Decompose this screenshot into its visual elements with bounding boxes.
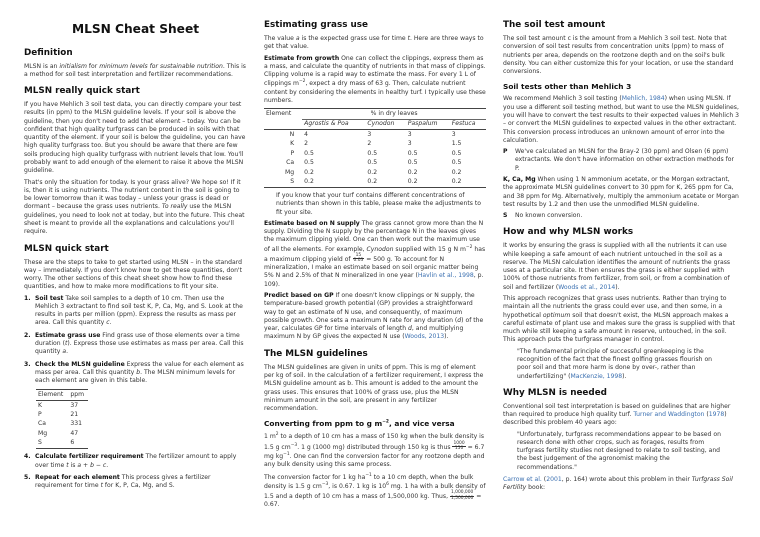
citation-link[interactable]: MacKenzie, 1998 [570,372,623,380]
fraction: $\frac{1,000,000}{1,500,000}$ [450,490,474,501]
step-calculate-fertilizer: 4. Calculate fertilizer requirement The fertilizer amount to apply over time t is a + b − c. [24,453,237,469]
really-quick-start-p2: That's only the situation for today. Is your grass alive? We hope so! If it is, then it is using nutrients. The nutrient content in the soil is going to be lower tomorrow than it was today – unless your grass is dead or dormant – because the grass uses nutrients. To really use the MLSN guidelines, you need to look not at today, but into the future. This cheat sheet is meant to provide all the explanations and calculations you'll require. [24,178,245,236]
why-needed-heading: Why MLSN is needed [503,387,607,398]
citation-link[interactable]: Carrow et al. [503,476,542,484]
predict-gp: Predict based on GP If one doesn't know clippings or N supply, the temperature-based growth potential (GP) provides a straightforward way to get an estimate of N use, and consequently, of maximum possible growth. One sets a maximum N rate for any duration (d) of the year, calculates GP for time intervals of length d, and multiplying maximum N by GP gives the expected N use (Woods, 2013). [264,292,484,341]
grass-use-heading: Estimating grass use [264,20,368,30]
table-header: Festuca [451,120,476,128]
citation-link[interactable]: Woods et al., 2014 [558,283,616,291]
table-header: Cynodon [367,120,395,128]
table-adjust-note: If you know that your turf contains different concentrations of nutrients than shown in this table, please make the adjustments to fit your site. [276,191,482,216]
how-works-p2: This approach recognizes that grass uses nutrients. Rather than trying to maintain all the nutrients the grass could ever use, and then some, in a hypothetical optimum soil that doesn't exist, the MLSN approach makes a careful estimate of plant use and makes sure the grass is supplied with that much while still keeping a safe amount in reserve, untouched, in the soil. This approach puts the turfgrass manager in control. [503,295,736,344]
citation-link[interactable]: 2001 [546,476,562,484]
how-works-p1: It works by ensuring the grass is supplied with all the nutrients it can use while keeping a safe amount of each nutrient untouched in the soil as a reserve. The MLSN calculation identifies the amount of nutrients the grass uses at a particular site. It then ensures the grass is either supplied with 100% of those nutrients from fertilizer, from soil, or from a combination of soil and fertilizer (Woods et al., 2014). [503,242,731,291]
fraction: $\frac{15}{0.03}$ [353,252,364,264]
quick-start-intro: These are the steps to take to get started using MLSN – in the standard way – immediately. If you don't know how to get these quantities, don't worry. The other sections of this cheat sheet show how to find these quantities, and how to make more modifications to fit your site. [24,258,242,291]
mlsn-guideline-table [36,389,88,449]
table-row: K 37 [38,401,79,409]
quick-start-steps [24,295,247,491]
step-check-guideline: 3. Check the MLSN guideline Express the value for each element as mass per area. Call this quantity b. The MLSN minimum levels for each element are given in this table. [24,360,244,385]
soil-test-amount-text: The soil test amount c is the amount from a Mehlich 3 soil test. Note that conversion of soil test results from concentration units (ppm) to mass of nutrients per area, depends on the rootzone depth and on the soil's bulk density. You can either customize this for your location, or use the standard conversions. [503,34,734,76]
other-tests-text: We recommend Mehlich 3 soil testing (Mehlich, 1984) when using MLSN. If you use a different soil testing method, but want to use the MLSN guidelines, you will have to convert the test results to their expected values in Mehlich 3 – or convert the MLSN guidelines to expected values in the other extractant. This conversion process introduces an unknown amount of error into the calculation. [503,95,740,144]
converting-p2: The conversion factor for 1 kg $ha^{-1}$ to a 10 cm depth, when the bulk density is 1.5 g $cm^{-3}$, is 0.67. 1 kg is $10^6$ mg. 1 ha with a bulk density of 1.5 and a depth of 10 cm has a mass of 1,500,000 kg. Thus, $\frac{1,000,000}{1,500,000}$ = 0.67. [264,472,486,509]
table-row: Mg 0.2 0.2 0.2 0.2 [285,168,462,176]
table-row: Mg 47 [38,429,79,437]
converting-p1: 1 $m^2$ to a depth of 10 cm has a mass of 150 kg when the bulk density is 1.5 g $cm^{-3}$. 1 g (1000 mg) distributed through 150 kg is thus $\frac{1000}{150}$ = 6.7 mg $kg^{-1}$. One can find the conversion factor for any rootzone depth and any bulk density using this same process. [264,432,485,469]
step-repeat: 5. Repeat for each element This process gives a fertilizer requirement for time t for K, P, Ca, Mg, and S. [24,473,211,490]
table-row: N 4 3 3 3 [289,130,456,138]
step-soil-test: 1. Soil test Take soil samples to a depth of 10 cm. Then use the Mehlich 3 extractant to find soil test K, P, Ca, Mg, and S. Look at the results in parts per million (ppm). Express the results as mass per area. Call this quantity c. [24,294,243,327]
step-estimate-grass-use: 2. Estimate grass use Find grass use of those elements over a time duration (t). Express those use estimates as mass per area. Call this quantity a. [24,331,244,356]
leaf-nutrient-table [264,108,486,188]
citation-link[interactable]: Turner and Waddington [633,411,705,419]
citation-link[interactable]: 1978 [708,411,725,419]
why-needed-p1: Conventional soil test interpretation is based on guidelines that are higher than required to produce high quality turf. Turner and Waddington (1978) described this problem 40 years ago: [503,402,731,427]
table-header: ppm [70,391,85,399]
fraction: $\frac{1000}{150}$ [453,440,465,452]
estimate-from-growth: Estimate from growth One can collect the clippings, express them as a mass, and calculate the quantity of nutrients in that mass of clippings. Clipping volume is a rapid way to estimate the mass. For every 1 L of clippings $m^{-2}$, expect a dry mass of 63 g. Then, calculate nutrient content by considering the elements in healthy turf. I typically use these numbers. [264,54,486,104]
really-quick-start-heading: MLSN really quick start [24,86,140,97]
definition-text: MLSN is an initialism for minimum levels for sustainable nutrition. This is a method for soil test interpretation and fertilizer recommendations. [24,62,246,78]
table-header: % in dry leaves [302,109,486,119]
definition-heading: Definition [24,47,73,58]
converting-heading: Converting from ppm to g $m^{-2}$, and vice versa [264,419,455,429]
quick-start-heading: MLSN quick start [24,243,109,254]
column-left [24,20,247,537]
table-row: Ca 331 [38,420,83,428]
why-needed-p2: Carrow et al. (2001, p. 164) wrote about this problem in their Turfgrass Soil Fertility book: [503,476,733,492]
guidelines-text: The MLSN guidelines are given in units of ppm. This is mg of element per kg of soil. In the calculation of a fertilizer requirement, I express the MLSN guideline amount as b. This amount is added to the amount the grass uses. This ensures that 100% of grass use, plus the MLSN minimum amount in the soil, are present in any fertilizer recommendation. [264,363,484,413]
citation-link[interactable]: Woods, 2013 [404,333,445,341]
conversion-k-ca-mg: K, Ca, Mg When using 1 N ammonium acetate, or the Morgan extractant, the approximate MLSN guidelines convert to 30 ppm for K, 265 ppm for Ca, and 38 ppm for Mg. Alternatively, multiply the ammonium acetate or Morgan test results by 1.2 and then use the unmodified MLSN guideline. [503,175,739,208]
really-quick-start-p1: If you have Mehlich 3 soil test data, you can directly compare your test results (in ppm) to the MLSN guideline levels. If your soil is above the guideline, then you don't need to add that element – today. You can be confident that high quality turfgrass can be produced in soils with that quantity of the element. If your soil is below the guideline, you can have high quality turfgrass too. But you should be aware that there are few soils producing high quality turfgrass with nutrient levels that low. You'll probably want to add enough of the element to raise it above the MLSN guideline. [24,101,246,175]
table-header: Element [38,391,64,399]
table-row: S 6 [36,439,88,449]
table-header: Paspalum [407,120,438,128]
soil-test-amount-heading: The soil test amount [503,20,606,30]
table-header: Agrostis & Poa [304,120,349,128]
how-works-heading: How and why MLSN works [503,227,634,238]
table-row: Ca 0.5 0.5 0.5 0.5 [286,159,462,167]
column-middle [264,20,486,537]
turner-quote: "Unfortunately, turfgrass recommendations appear to be based on research done with other crops, such as forages, results from turfgrass fertility studies not designed to relate to soil testing, and the best judgement of the agronomist making the recommendations." [517,430,721,471]
mackenzie-quote: "The fundamental principle of successful greenkeeping is the recognition of the fact that the finest golfing grasses flourish on poor soil and that more harm is done by over-, rather than underfertilizing" (MacKenzie, 1998). [517,347,713,380]
table-header: Element [266,110,292,118]
table-row: S 0.2 0.2 0.2 0.2 [264,178,486,188]
estimate-n-supply: Estimate based on N supply The grass cannot grow more than the N supply. Dividing the N supply by the percentage N in the leaves gives the maximum clipping yield. One can then work out the maximum use of all the elements. For example, Cynodon supplied with 15 g N $m^{-2}$ has a maximum clipping yield of $\frac{15}{0.03}$ = 500 g. To account for N mineralization, I make an estimate based on soil organic matter being 5% N and 2.5% of that N mineralized in one year (Havlin et al., 1998, p. 109). [264,219,486,288]
page-title: MLSN Cheat Sheet [71,22,200,36]
citation-link[interactable]: Mehlich, 1984 [621,95,665,103]
grass-use-intro: The value a is the expected grass use for time t. Here are three ways to get that value. [264,34,484,51]
table-row: P 21 [38,410,79,418]
conversion-p: P We've calculated an MLSN for the Bray-2 (30 ppm) and Olsen (6 ppm) extractants. We don't have information on other extraction methods for P. [503,148,735,172]
column-right [503,20,740,537]
table-row: K 2 2 3 1.5 [290,140,462,148]
other-tests-heading: Soil tests other than Mehlich 3 [503,82,632,92]
citation-link[interactable]: Havlin et al., 1998 [417,272,474,280]
guidelines-heading: The MLSN guidelines [264,348,368,359]
table-row: P 0.5 0.5 0.5 0.5 [290,149,462,157]
conversion-s: S No known conversion. [503,212,583,220]
